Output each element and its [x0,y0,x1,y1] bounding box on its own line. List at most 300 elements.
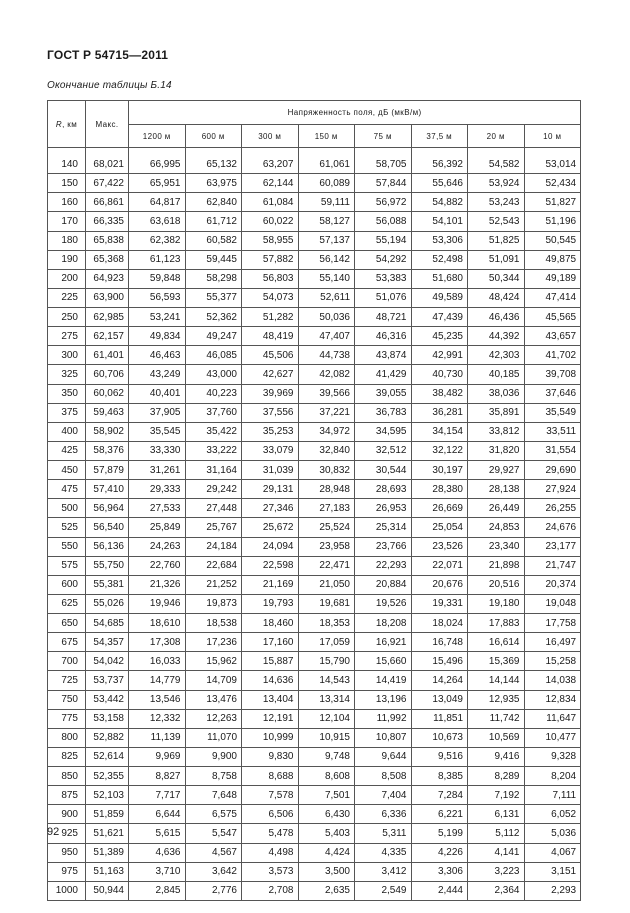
value-cell: 20,516 [468,575,525,594]
value-cell: 18,538 [185,614,242,633]
value-cell: 7,404 [355,786,412,805]
value-cell: 47,414 [524,288,581,307]
value-cell: 28,380 [411,480,468,499]
max-cell: 57,410 [86,480,129,499]
value-cell: 8,608 [298,767,355,786]
value-cell: 30,832 [298,461,355,480]
value-cell: 33,812 [468,422,525,441]
value-cell: 7,717 [129,786,186,805]
value-cell: 3,500 [298,862,355,881]
value-cell: 7,648 [185,786,242,805]
value-cell: 25,767 [185,518,242,537]
max-cell: 59,463 [86,403,129,422]
value-cell: 56,142 [298,250,355,269]
max-cell: 50,944 [86,881,129,900]
max-cell: 53,158 [86,709,129,728]
value-cell: 43,000 [185,365,242,384]
value-cell: 49,189 [524,269,581,288]
value-cell: 21,169 [242,575,299,594]
value-cell: 27,448 [185,499,242,518]
value-cell: 65,132 [185,155,242,174]
value-cell: 40,223 [185,384,242,403]
max-cell: 51,859 [86,805,129,824]
value-cell: 16,033 [129,652,186,671]
value-cell: 12,935 [468,690,525,709]
value-cell: 53,924 [468,174,525,193]
distance-cell: 200 [48,269,86,288]
distance-cell: 800 [48,728,86,747]
value-cell: 16,748 [411,633,468,652]
col-header-r: R, км [48,101,86,148]
value-cell: 28,138 [468,480,525,499]
value-cell: 3,573 [242,862,299,881]
value-cell: 16,921 [355,633,412,652]
value-cell: 51,091 [468,250,525,269]
value-cell: 21,050 [298,575,355,594]
value-cell: 31,554 [524,441,581,460]
value-cell: 7,578 [242,786,299,805]
value-cell: 23,526 [411,537,468,556]
table-row [48,288,581,307]
value-cell: 22,071 [411,556,468,575]
value-cell: 52,362 [185,308,242,327]
table-row [48,690,581,709]
table-row [48,269,581,288]
value-cell: 20,884 [355,575,412,594]
value-cell: 17,059 [298,633,355,652]
distance-cell: 525 [48,518,86,537]
value-cell: 2,444 [411,881,468,900]
max-cell: 51,389 [86,843,129,862]
value-cell: 12,332 [129,709,186,728]
value-cell: 13,404 [242,690,299,709]
value-cell: 10,915 [298,728,355,747]
value-cell: 33,330 [129,441,186,460]
value-cell: 2,293 [524,881,581,900]
value-cell: 54,292 [355,250,412,269]
value-cell: 4,567 [185,843,242,862]
value-cell: 56,088 [355,212,412,231]
value-cell: 40,401 [129,384,186,403]
value-cell: 52,611 [298,288,355,307]
max-cell: 55,026 [86,594,129,613]
table-row [48,155,581,174]
value-cell: 27,183 [298,499,355,518]
max-cell: 52,614 [86,747,129,766]
value-cell: 44,738 [298,346,355,365]
distance-cell: 825 [48,747,86,766]
max-cell: 53,442 [86,690,129,709]
table-row [48,174,581,193]
value-cell: 37,760 [185,403,242,422]
table-row [48,499,581,518]
max-cell: 68,021 [86,155,129,174]
distance-cell: 325 [48,365,86,384]
field-strength-table [47,100,581,901]
value-cell: 63,618 [129,212,186,231]
value-cell: 46,316 [355,327,412,346]
value-cell: 10,999 [242,728,299,747]
value-cell: 9,748 [298,747,355,766]
value-cell: 21,747 [524,556,581,575]
value-cell: 9,416 [468,747,525,766]
value-cell: 17,758 [524,614,581,633]
value-cell: 31,039 [242,461,299,480]
table-row [48,881,581,900]
col-header-height: 10 м [524,125,581,148]
value-cell: 29,242 [185,480,242,499]
value-cell: 15,790 [298,652,355,671]
distance-cell: 750 [48,690,86,709]
value-cell: 51,196 [524,212,581,231]
value-cell: 29,927 [468,461,525,480]
distance-cell: 600 [48,575,86,594]
value-cell: 29,690 [524,461,581,480]
value-cell: 6,430 [298,805,355,824]
table-row [48,843,581,862]
value-cell: 4,067 [524,843,581,862]
max-cell: 56,540 [86,518,129,537]
value-cell: 7,111 [524,786,581,805]
value-cell: 51,282 [242,308,299,327]
value-cell: 32,122 [411,441,468,460]
value-cell: 3,642 [185,862,242,881]
value-cell: 13,546 [129,690,186,709]
table-row [48,709,581,728]
value-cell: 18,208 [355,614,412,633]
value-cell: 11,647 [524,709,581,728]
value-cell: 36,783 [355,403,412,422]
value-cell: 57,882 [242,250,299,269]
value-cell: 18,024 [411,614,468,633]
value-cell: 51,680 [411,269,468,288]
distance-cell: 925 [48,824,86,843]
table-row [48,193,581,212]
table-row [48,767,581,786]
value-cell: 5,547 [185,824,242,843]
table-row [48,480,581,499]
value-cell: 59,445 [185,250,242,269]
value-cell: 19,681 [298,594,355,613]
value-cell: 41,702 [524,346,581,365]
value-cell: 11,070 [185,728,242,747]
table-row [48,346,581,365]
value-cell: 35,545 [129,422,186,441]
value-cell: 12,191 [242,709,299,728]
col-header-group: Напряженность поля, дБ (мкВ/м) [129,101,581,125]
table-row [48,862,581,881]
value-cell: 53,014 [524,155,581,174]
value-cell: 6,131 [468,805,525,824]
value-cell: 45,506 [242,346,299,365]
value-cell: 6,644 [129,805,186,824]
value-cell: 24,094 [242,537,299,556]
value-cell: 53,306 [411,231,468,250]
value-cell: 61,712 [185,212,242,231]
value-cell: 50,545 [524,231,581,250]
table-row [48,786,581,805]
value-cell: 60,582 [185,231,242,250]
value-cell: 63,207 [242,155,299,174]
value-cell: 28,948 [298,480,355,499]
distance-cell: 300 [48,346,86,365]
value-cell: 37,556 [242,403,299,422]
col-header-height: 600 м [185,125,242,148]
value-cell: 25,314 [355,518,412,537]
distance-cell: 575 [48,556,86,575]
value-cell: 22,684 [185,556,242,575]
value-cell: 65,951 [129,174,186,193]
value-cell: 15,496 [411,652,468,671]
max-cell: 57,879 [86,461,129,480]
table-row [48,594,581,613]
value-cell: 55,646 [411,174,468,193]
value-cell: 29,131 [242,480,299,499]
value-cell: 58,298 [185,269,242,288]
value-cell: 4,141 [468,843,525,862]
value-cell: 20,374 [524,575,581,594]
col-header-height: 1200 м [129,125,186,148]
distance-cell: 375 [48,403,86,422]
value-cell: 45,565 [524,308,581,327]
max-cell: 56,136 [86,537,129,556]
max-cell: 51,163 [86,862,129,881]
value-cell: 62,382 [129,231,186,250]
value-cell: 10,807 [355,728,412,747]
value-cell: 56,392 [411,155,468,174]
value-cell: 2,635 [298,881,355,900]
max-cell: 63,900 [86,288,129,307]
value-cell: 25,849 [129,518,186,537]
value-cell: 61,061 [298,155,355,174]
distance-cell: 450 [48,461,86,480]
value-cell: 40,185 [468,365,525,384]
table-row [48,805,581,824]
value-cell: 11,992 [355,709,412,728]
value-cell: 50,036 [298,308,355,327]
value-cell: 11,742 [468,709,525,728]
max-cell: 56,964 [86,499,129,518]
distance-cell: 900 [48,805,86,824]
value-cell: 31,164 [185,461,242,480]
value-cell: 32,512 [355,441,412,460]
value-cell: 56,593 [129,288,186,307]
value-cell: 42,082 [298,365,355,384]
value-cell: 40,730 [411,365,468,384]
value-cell: 3,412 [355,862,412,881]
distance-cell: 1000 [48,881,86,900]
value-cell: 54,101 [411,212,468,231]
value-cell: 44,392 [468,327,525,346]
value-cell: 5,199 [411,824,468,843]
value-cell: 18,353 [298,614,355,633]
value-cell: 56,803 [242,269,299,288]
value-cell: 53,243 [468,193,525,212]
value-cell: 31,820 [468,441,525,460]
value-cell: 57,137 [298,231,355,250]
table-row [48,441,581,460]
table-row [48,614,581,633]
value-cell: 37,221 [298,403,355,422]
value-cell: 12,834 [524,690,581,709]
value-cell: 45,235 [411,327,468,346]
table-row [48,384,581,403]
value-cell: 19,331 [411,594,468,613]
value-cell: 50,344 [468,269,525,288]
max-cell: 62,157 [86,327,129,346]
value-cell: 12,263 [185,709,242,728]
value-cell: 6,575 [185,805,242,824]
max-cell: 55,381 [86,575,129,594]
distance-cell: 550 [48,537,86,556]
value-cell: 34,154 [411,422,468,441]
value-cell: 23,340 [468,537,525,556]
value-cell: 7,501 [298,786,355,805]
value-cell: 52,543 [468,212,525,231]
value-cell: 49,589 [411,288,468,307]
value-cell: 12,104 [298,709,355,728]
value-cell: 9,900 [185,747,242,766]
max-cell: 65,368 [86,250,129,269]
distance-cell: 350 [48,384,86,403]
page-number: 92 [47,826,60,838]
value-cell: 2,776 [185,881,242,900]
value-cell: 35,422 [185,422,242,441]
table-caption: Окончание таблицы Б.14 [47,80,172,91]
value-cell: 54,882 [411,193,468,212]
value-cell: 27,533 [129,499,186,518]
value-cell: 8,204 [524,767,581,786]
distance-cell: 975 [48,862,86,881]
value-cell: 58,127 [298,212,355,231]
value-cell: 46,085 [185,346,242,365]
value-cell: 27,924 [524,480,581,499]
value-cell: 55,194 [355,231,412,250]
max-cell: 64,923 [86,269,129,288]
value-cell: 25,054 [411,518,468,537]
value-cell: 28,693 [355,480,412,499]
value-cell: 5,403 [298,824,355,843]
distance-cell: 775 [48,709,86,728]
value-cell: 49,247 [185,327,242,346]
table-row [48,308,581,327]
value-cell: 6,506 [242,805,299,824]
value-cell: 63,975 [185,174,242,193]
max-cell: 67,422 [86,174,129,193]
value-cell: 26,953 [355,499,412,518]
value-cell: 33,511 [524,422,581,441]
value-cell: 13,314 [298,690,355,709]
table-row [48,671,581,690]
distance-cell: 500 [48,499,86,518]
value-cell: 3,306 [411,862,468,881]
distance-cell: 170 [48,212,86,231]
value-cell: 48,424 [468,288,525,307]
max-cell: 52,355 [86,767,129,786]
value-cell: 24,676 [524,518,581,537]
table-row [48,824,581,843]
col-header-height: 150 м [298,125,355,148]
value-cell: 58,705 [355,155,412,174]
value-cell: 9,969 [129,747,186,766]
table-row [48,728,581,747]
table-row [48,633,581,652]
max-cell: 55,750 [86,556,129,575]
value-cell: 19,526 [355,594,412,613]
value-cell: 2,364 [468,881,525,900]
value-cell: 55,140 [298,269,355,288]
value-cell: 53,383 [355,269,412,288]
table-row [48,403,581,422]
value-cell: 3,710 [129,862,186,881]
distance-cell: 160 [48,193,86,212]
value-cell: 60,089 [298,174,355,193]
value-cell: 2,549 [355,881,412,900]
value-cell: 48,419 [242,327,299,346]
value-cell: 11,851 [411,709,468,728]
value-cell: 41,429 [355,365,412,384]
value-cell: 9,644 [355,747,412,766]
max-cell: 54,685 [86,614,129,633]
col-header-height: 75 м [355,125,412,148]
value-cell: 59,111 [298,193,355,212]
value-cell: 24,853 [468,518,525,537]
distance-cell: 475 [48,480,86,499]
max-cell: 51,621 [86,824,129,843]
distance-cell: 190 [48,250,86,269]
value-cell: 33,079 [242,441,299,460]
value-cell: 23,766 [355,537,412,556]
value-cell: 6,221 [411,805,468,824]
value-cell: 43,249 [129,365,186,384]
value-cell: 17,883 [468,614,525,633]
value-cell: 19,793 [242,594,299,613]
table-row [48,212,581,231]
value-cell: 14,144 [468,671,525,690]
value-cell: 25,672 [242,518,299,537]
max-cell: 58,376 [86,441,129,460]
value-cell: 22,471 [298,556,355,575]
distance-cell: 850 [48,767,86,786]
value-cell: 14,419 [355,671,412,690]
value-cell: 27,346 [242,499,299,518]
value-cell: 5,036 [524,824,581,843]
value-cell: 38,482 [411,384,468,403]
value-cell: 7,192 [468,786,525,805]
value-cell: 33,222 [185,441,242,460]
value-cell: 29,333 [129,480,186,499]
value-cell: 39,969 [242,384,299,403]
value-cell: 4,424 [298,843,355,862]
value-cell: 15,258 [524,652,581,671]
value-cell: 4,335 [355,843,412,862]
value-cell: 16,497 [524,633,581,652]
max-cell: 60,062 [86,384,129,403]
distance-cell: 625 [48,594,86,613]
value-cell: 46,436 [468,308,525,327]
value-cell: 18,460 [242,614,299,633]
value-cell: 25,524 [298,518,355,537]
max-cell: 52,882 [86,728,129,747]
value-cell: 4,636 [129,843,186,862]
value-cell: 19,873 [185,594,242,613]
value-cell: 49,875 [524,250,581,269]
value-cell: 26,255 [524,499,581,518]
value-cell: 43,657 [524,327,581,346]
value-cell: 10,673 [411,728,468,747]
distance-cell: 275 [48,327,86,346]
col-header-max: Макс. [86,101,129,148]
